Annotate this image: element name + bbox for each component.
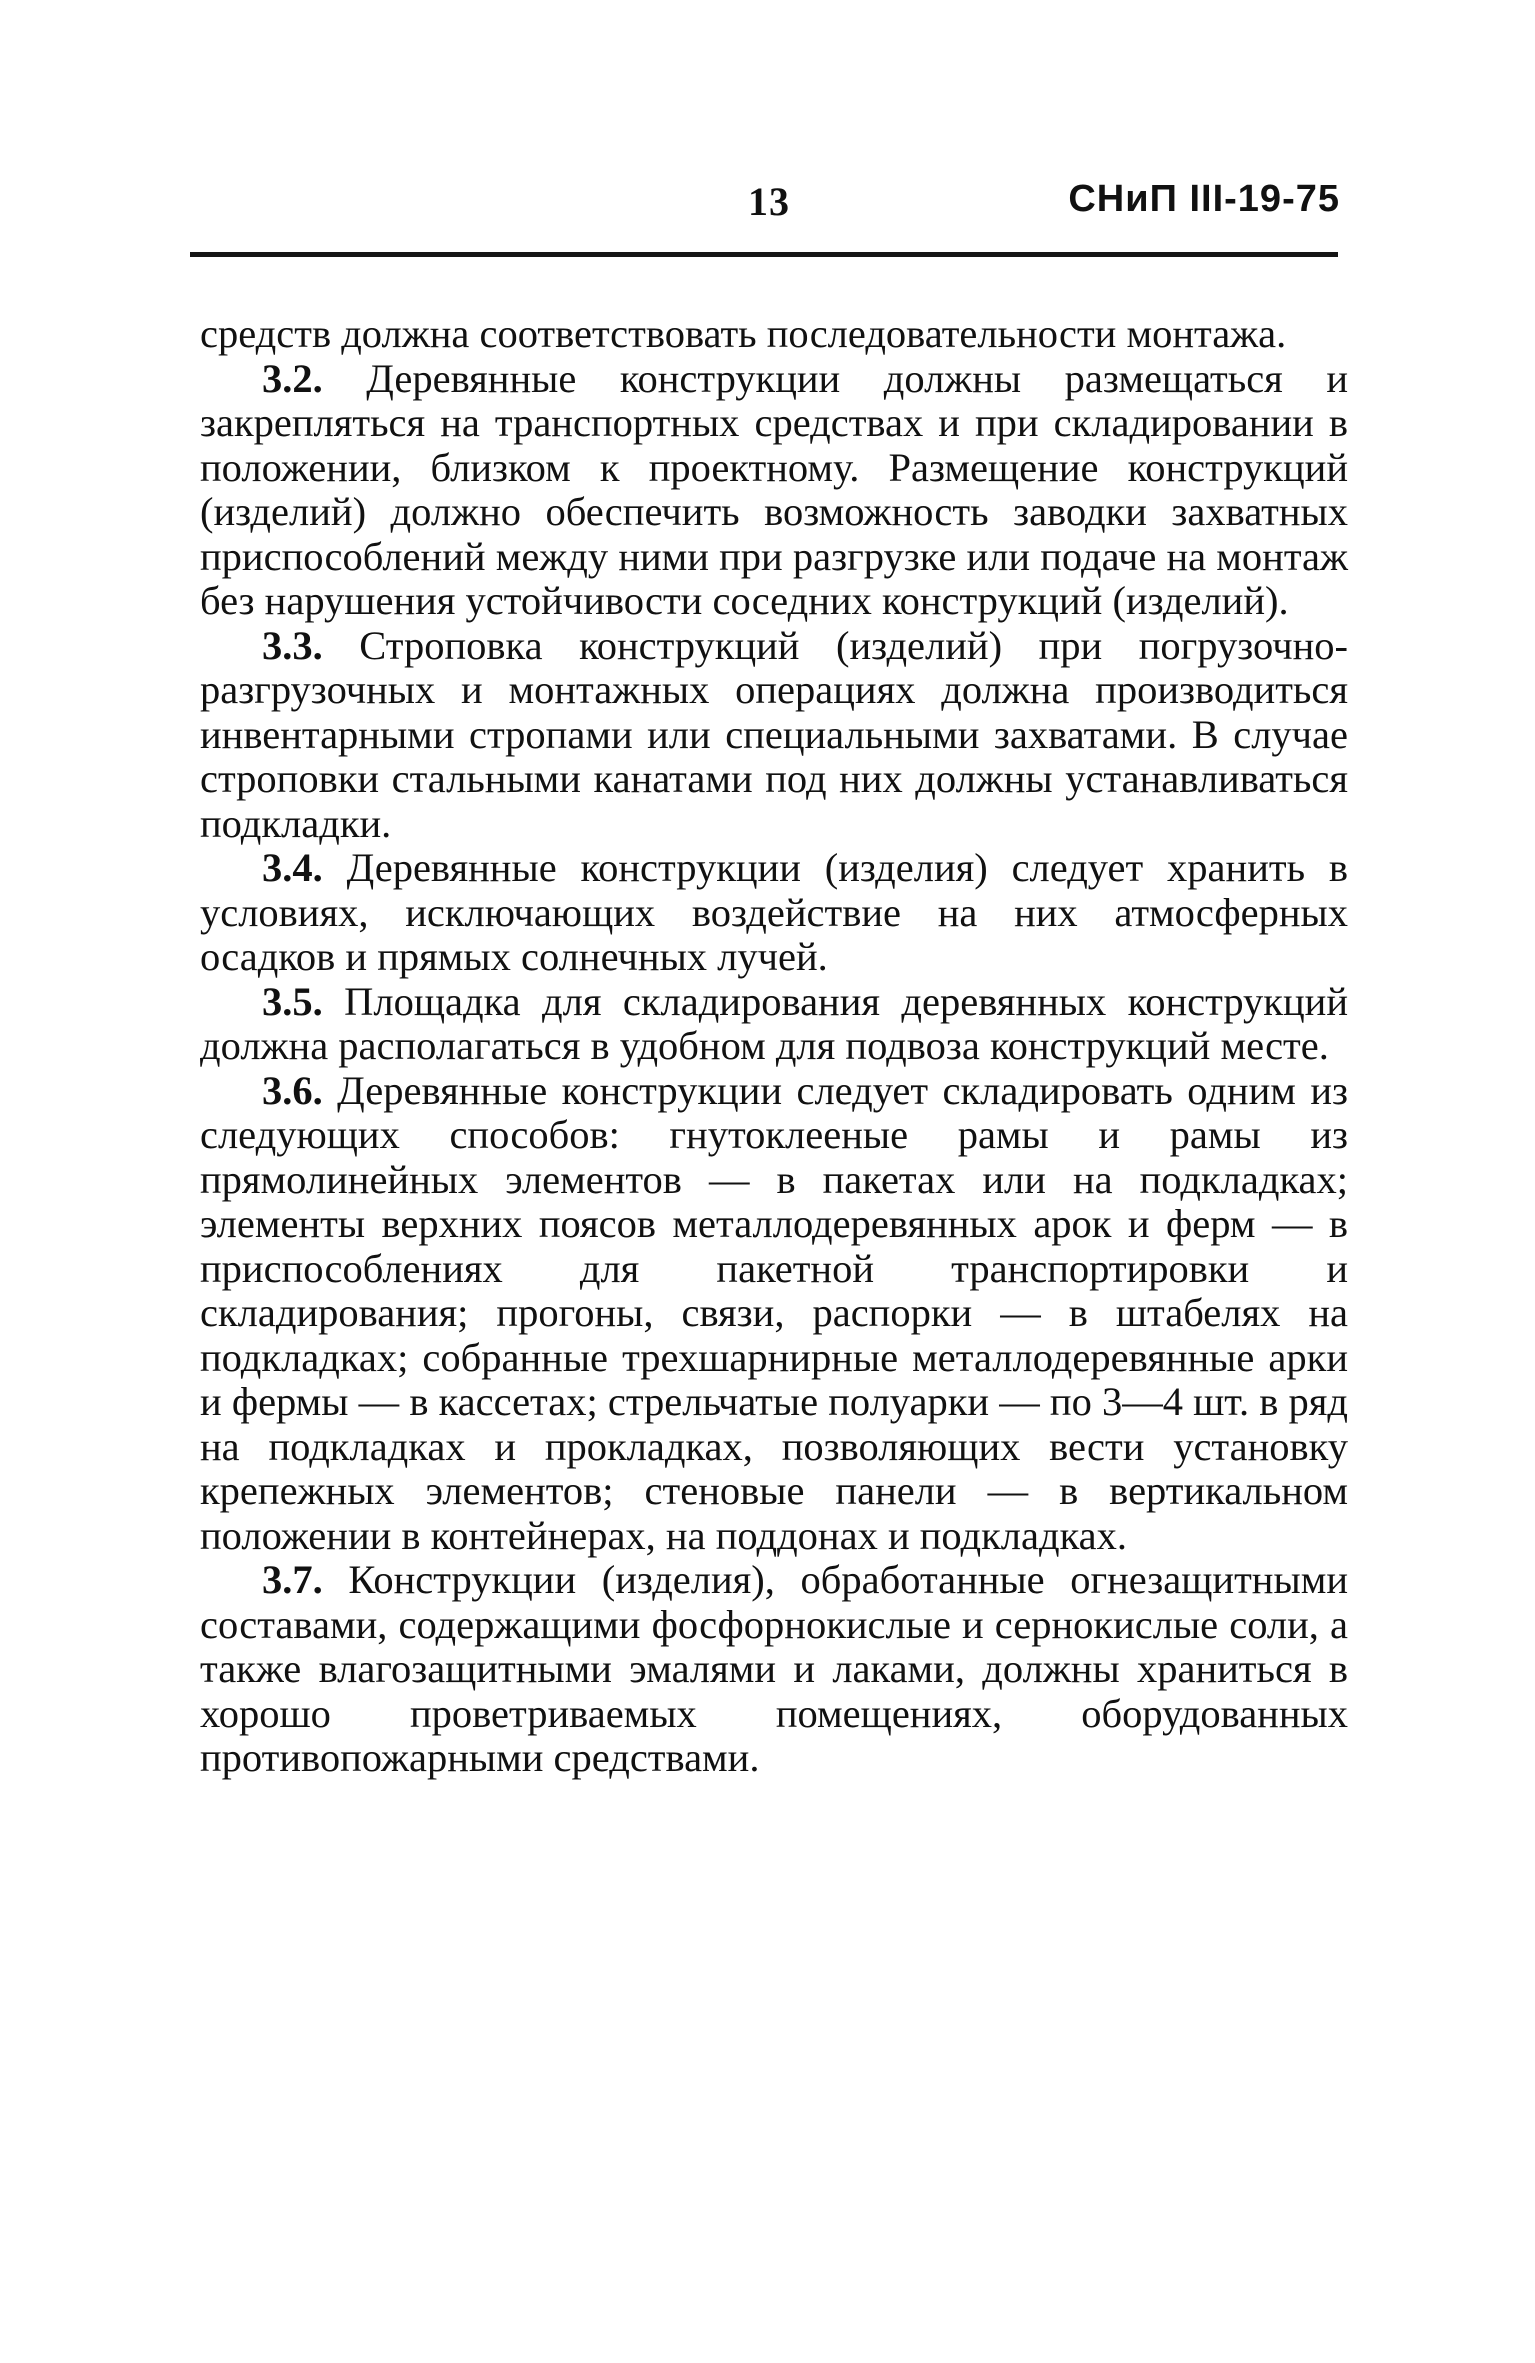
paragraph-text: Строповка конструкций (изделий) при погрузочно-разгрузочных и монтажных операциях должна производиться инвентарными стропами или специальными захватами. В случае строповки стальными канатами под них должны устанавливаться подкладки.: [200, 622, 1349, 846]
body-text: [200, 312, 1348, 1781]
clause-number: 3.2.: [262, 355, 323, 401]
paragraph-text: Деревянные конструкции следует складировать одним из следующих способов: гнутоклееные рамы и рамы из прямолинейных элементов — в пакетах или на подкладках; элементы верхних поясов металлодеревянных арок и ферм — в приспособлениях для пакетной транспортировки и складирования; прогоны, связи, распорки — в штабелях на подкладках; собранные трехшарнирные металлодеревянные арки и фермы — в кассетах; стрельчатые полуарки — по 3—4 шт. в ряд на подкладках и прокладках, позволяющих вести установку крепежных элементов; стеновые панели — в вертикальном положении в контейнерах, на поддонах и подкладках.: [200, 1067, 1348, 1558]
paragraph-3-6: [200, 1069, 1348, 1559]
clause-number: 3.5.: [262, 978, 323, 1024]
paragraph-continuation: [200, 312, 1348, 357]
paragraph-text: средств должна соответствовать последовательности монтажа.: [200, 311, 1287, 356]
paragraph-text: Площадка для складирования деревянных конструкций должна располагаться в удобном для подвоза конструкций месте.: [200, 978, 1348, 1068]
clause-number: 3.6.: [262, 1067, 323, 1113]
paragraph-3-7: [200, 1558, 1348, 1781]
clause-number: 3.4.: [262, 845, 323, 890]
paragraph-3-4: [200, 846, 1348, 980]
clause-number: 3.7.: [262, 1557, 323, 1602]
paragraph-text: Конструкции (изделия), обработанные огнезащитными составами, содержащими фосфорнокислые и сернокислые соли, а также влагозащитными эмалями и лаками, должны храниться в хорошо проветриваемых помещениях, оборудованных противопожарными средствами.: [200, 1557, 1348, 1780]
document-code: СНиП III-19-75: [1068, 178, 1340, 220]
page-header: [200, 178, 1350, 238]
paragraph-text: Деревянные конструкции (изделия) следует хранить в условиях, исключающих воздействие на них атмосферных осадков и прямых солнечных лучей.: [200, 845, 1348, 979]
page-number: 13: [748, 179, 790, 224]
paragraph-3-2: [200, 357, 1348, 624]
paragraph-3-5: [200, 980, 1348, 1069]
paragraph-3-3: [200, 624, 1348, 847]
clause-number: 3.3.: [262, 622, 323, 668]
paragraph-text: Деревянные конструкции должны размещаться и закрепляться на транспортных средствах и при складировании в положении, близком к проектному. Размещение конструкций (изделий) должно обеспечить возможность заводки захватных приспособлений между ними при разгрузке или подаче на монтаж без нарушения устойчивости соседних конструкций (изделий).: [200, 355, 1348, 623]
header-divider: [190, 252, 1338, 257]
